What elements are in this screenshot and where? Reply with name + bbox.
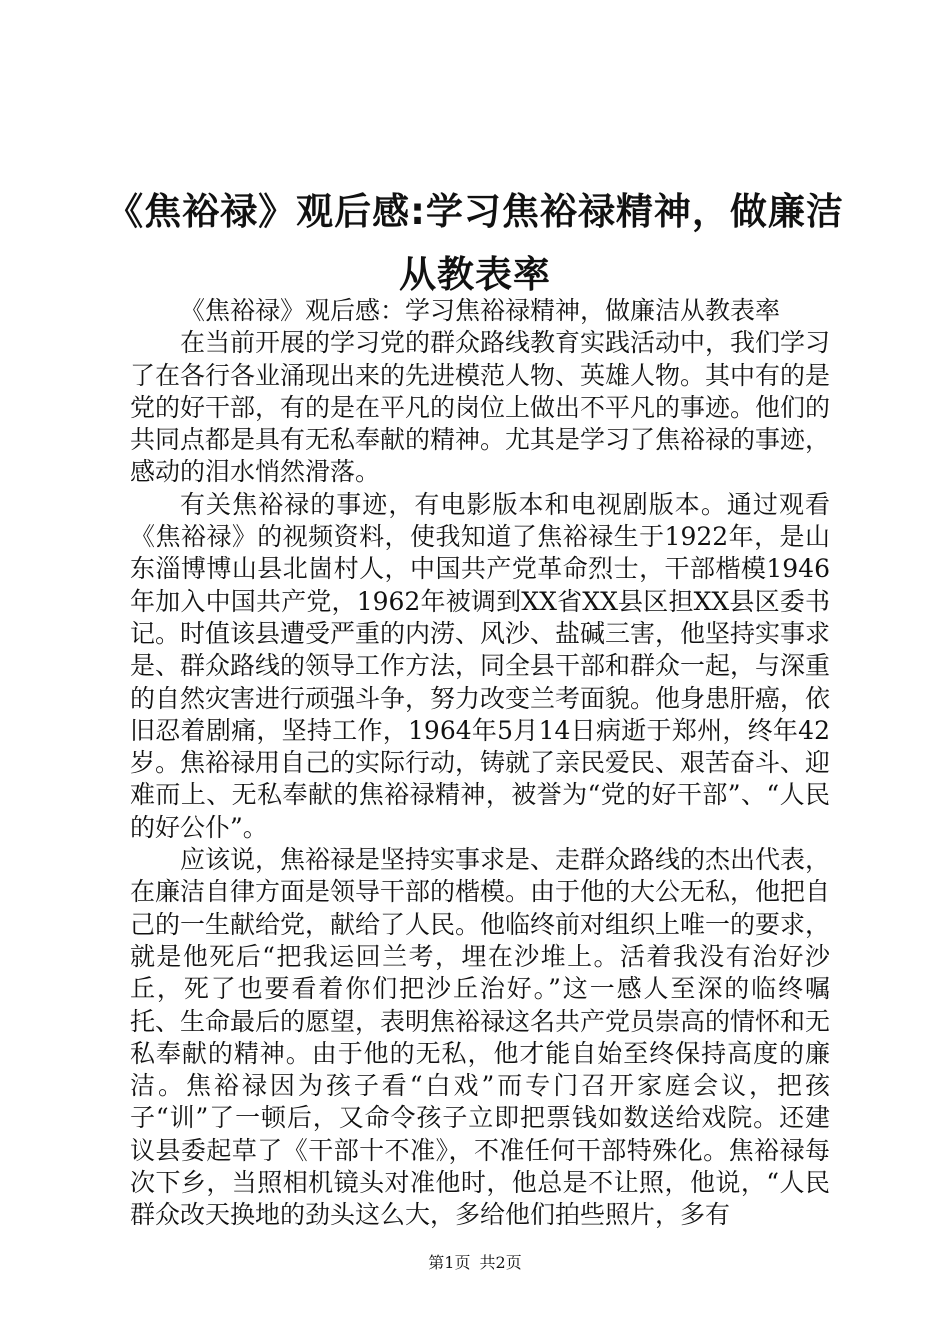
document-title: 《焦裕禄》观后感:学习焦裕禄精神，做廉洁从教表率: [106, 190, 844, 296]
paragraph: 有关焦裕禄的事迹，有电影版本和电视剧版本。通过观看《焦裕禄》的视频资料，使我知道了焦裕禄生于1922年，是山东淄博博山县北崮村人，中国共产党革命烈士，干部楷模1946年加入中国共产党，1962年被调到XX省XX县区担XX县区委书记。时值该县遭受严重的内涝、风沙、盐碱三害，他坚持实事求是、群众路线的领导工作方法，同全县干部和群众一起，与深重的自然灾害进行顽强斗争，努力改变兰考面貌。他身患肝癌，依旧忍着剧痛，坚持工作，1964年5月14日病逝于郑州，终年42岁。焦裕禄用自己的实际行动，铸就了亲民爱民、艰苦奋斗、迎难而上、无私奉献的焦裕禄精神，被誉为“党的好干部”、“人民的好公仆”。: [130, 489, 831, 842]
page-number: 第1页: [428, 1253, 471, 1272]
paragraph: 在当前开展的学习党的群众路线教育实践活动中，我们学习了在各行各业涌现出来的先进模范人物、英雄人物。其中有的是党的好干部，有的是在平凡的岗位上做出不平凡的事迹。他们的共同点都是具有无私奉献的精神。尤其是学习了焦裕禄的事迹，感动的泪水悄然滑落。: [130, 328, 831, 487]
document-body: [130, 295, 830, 1232]
paragraph: 应该说，焦裕禄是坚持实事求是、走群众路线的杰出代表，在廉洁自律方面是领导干部的楷模。由于他的大公无私，他把自己的一生献给党，献给了人民。他临终前对组织上唯一的要求，就是他死后“把我运回兰考，埋在沙堆上。活着我没有治好沙丘，死了也要看着你们把沙丘治好。”这一感人至深的临终嘱托、生命最后的愿望，表明焦裕禄这名共产党员崇高的情怀和无私奉献的精神。由于他的无私，他才能自始至终保持高度的廉洁。焦裕禄因为孩子看“白戏”而专门召开家庭会议，把孩子“训”了一顿后，又命令孩子立即把票钱如数送给戏院。还建议县委起草了《干部十不准》，不准任何干部特殊化。焦裕禄每次下乡，当照相机镜头对准他时，他总是不让照，他说，“人民群众改天换地的劲头这么大，多给他们拍些照片，多有: [130, 845, 831, 1230]
page-total: 共2页: [479, 1253, 522, 1272]
document-subtitle: 《焦裕禄》观后感：学习焦裕禄精神，做廉洁从教表率: [180, 296, 781, 325]
page-footer: [0, 1253, 950, 1273]
